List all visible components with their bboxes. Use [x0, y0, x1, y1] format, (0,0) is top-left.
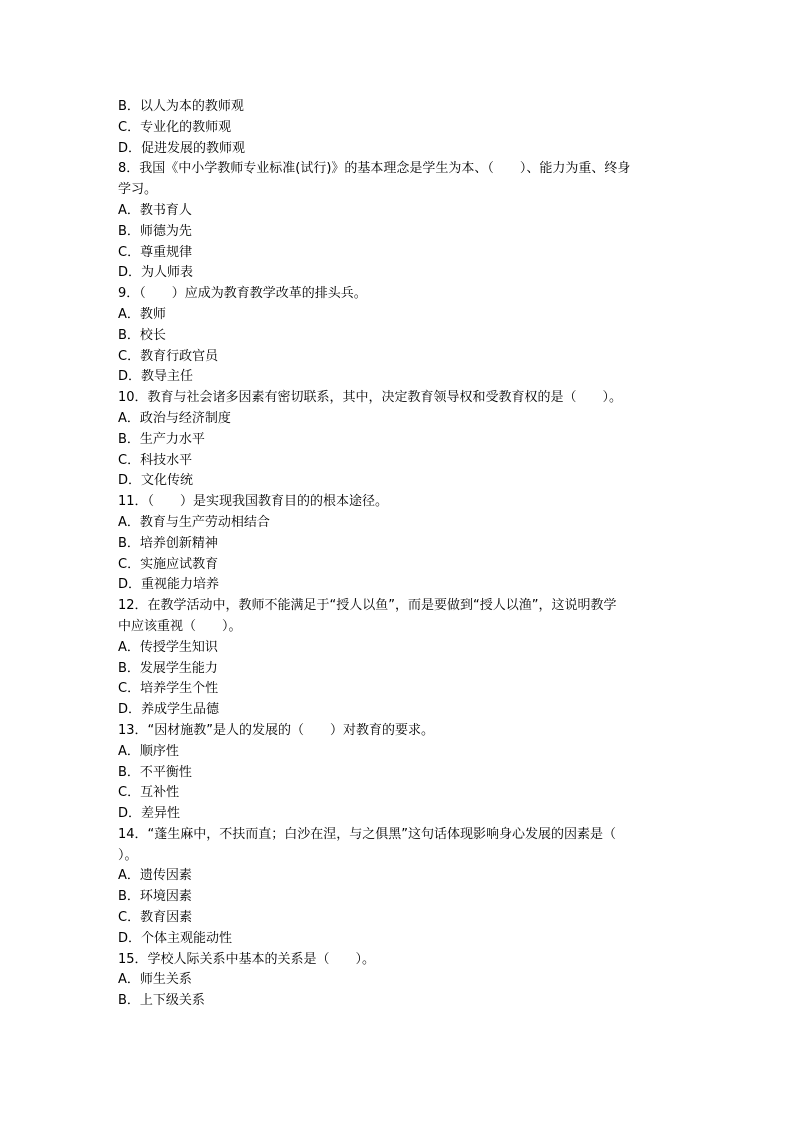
option-a: A．教育与生产劳动相结合 [118, 514, 270, 530]
option-d: D．文化传统 [118, 473, 194, 489]
option-b: B．发展学生能力 [118, 660, 218, 676]
option-7c: C．专业化的教师观 [118, 119, 232, 135]
option-c: C．互补性 [118, 785, 180, 801]
option-a: A．顺序性 [118, 743, 179, 759]
option-b: B．不平衡性 [118, 764, 192, 780]
question-stem: 15．学校人际关系中基本的关系是（ ）。 [118, 951, 376, 967]
question-13 [118, 721, 678, 825]
option-b: B．校长 [118, 327, 166, 343]
option-a: A．教书育人 [118, 202, 192, 218]
option-b: B．环境因素 [118, 889, 192, 905]
option-c: C．教育行政官员 [118, 348, 219, 364]
question-stem: 10．教育与社会诸多因素有密切联系，其中，决定教育领导权和受教育权的是（ ）。 [118, 390, 623, 406]
question-stem: 12．在教学活动中，教师不能满足于“授人以鱼”，而是要做到“授人以渔”，这说明教学 [118, 598, 617, 614]
question-stem: 9．（ ）应成为教育教学改革的排头兵。 [118, 286, 367, 302]
option-d: D．教导主任 [118, 369, 194, 385]
question-8 [118, 159, 678, 284]
question-stem: 14．“蓬生麻中，不扶而直；白沙在涅，与之俱黑”这句话体现影响身心发展的因素是（ [118, 826, 617, 842]
question-stem: 学习。 [118, 182, 158, 198]
option-d: D．养成学生品德 [118, 702, 220, 718]
question-stem: 13．“因材施教”是人的发展的（ ）对教育的要求。 [118, 722, 435, 738]
question-stem: 中应该重视（ ）。 [118, 618, 242, 634]
document-page [118, 97, 678, 1012]
option-a: A．教师 [118, 306, 166, 322]
option-d: D．个体主观能动性 [118, 930, 233, 946]
question-10 [118, 388, 678, 492]
question-stem: 11．（ ）是实现我国教育目的的根本途径。 [118, 494, 389, 510]
option-c: C．教育因素 [118, 910, 193, 926]
question-15 [118, 950, 678, 1012]
option-b: B．生产力水平 [118, 431, 205, 447]
option-c: C．培养学生个性 [118, 681, 219, 697]
option-a: A．政治与经济制度 [118, 410, 231, 426]
option-d: D．差异性 [118, 806, 181, 822]
question-14 [118, 825, 678, 950]
option-7b: B．以人为本的教师观 [118, 99, 244, 114]
option-b: B．上下级关系 [118, 993, 205, 1009]
option-a: A．传授学生知识 [118, 639, 218, 655]
question-stem: ）。 [118, 847, 138, 863]
option-b: B．师德为先 [118, 223, 192, 239]
question-9 [118, 284, 678, 388]
option-7d: D．促进发展的教师观 [118, 140, 246, 156]
option-c: C．尊重规律 [118, 244, 193, 260]
option-b: B．培养创新精神 [118, 535, 218, 551]
option-a: A．遗传因素 [118, 868, 192, 884]
option-d: D．重视能力培养 [118, 577, 220, 593]
option-d: D．为人师表 [118, 265, 194, 281]
question-12 [118, 596, 678, 721]
question-stem: 8．我国《中小学教师专业标准(试行)》的基本理念是学生为本、（ ）、能力为重、终身 [118, 161, 631, 177]
option-c: C．科技水平 [118, 452, 193, 468]
option-a: A．师生关系 [118, 972, 192, 988]
option-c: C．实施应试教育 [118, 556, 219, 572]
question-11 [118, 492, 678, 596]
